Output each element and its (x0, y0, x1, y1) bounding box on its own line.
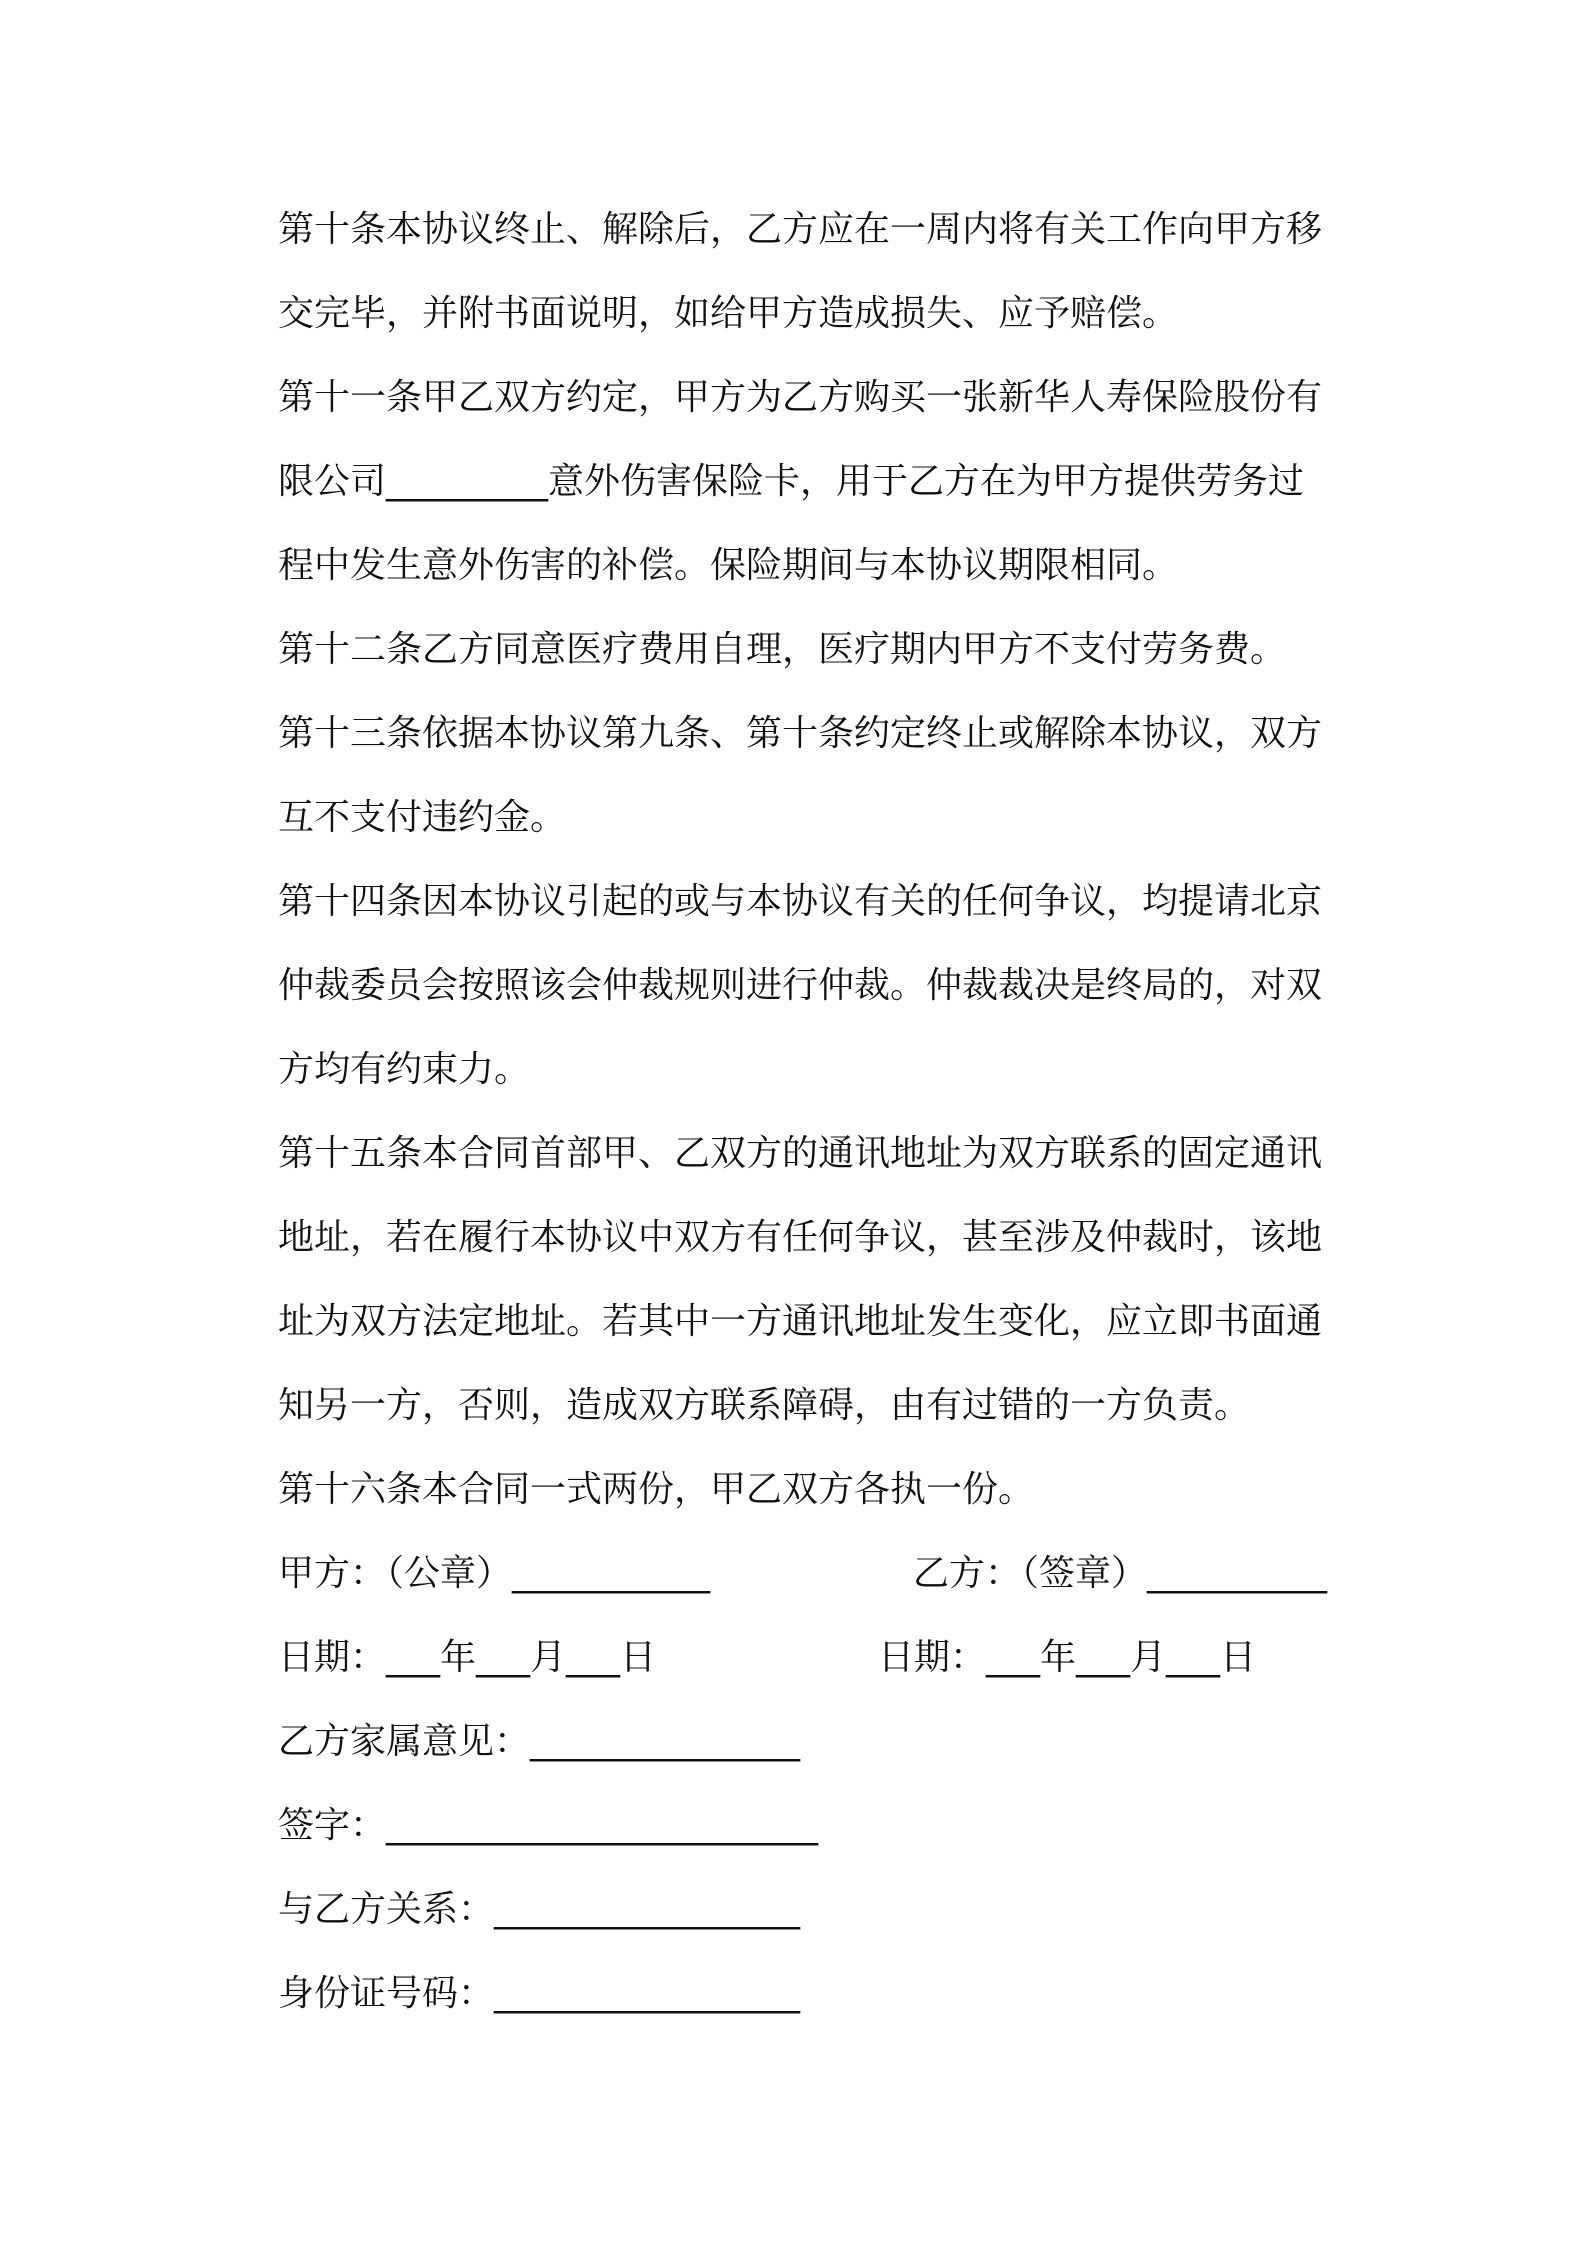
clause-12-line-1: 第十二条乙方同意医疗费用自理，医疗期内甲方不支付劳务费。 (278, 629, 1287, 670)
clause-10-line-2: 交完毕，并附书面说明，如给甲方造成损失、应予赔偿。 (278, 293, 1179, 334)
clause-14-line-2: 仲裁委员会按照该会仲裁规则进行仲裁。仲裁裁决是终局的，对双 (278, 965, 1323, 1006)
sign-field: 签字：________________________ (278, 1805, 819, 1846)
party-a-date-field: 日期：___年___月___日 (278, 1637, 657, 1678)
clause-14-line-1: 第十四条因本协议引起的或与本协议有关的任何争议，均提请北京 (278, 881, 1323, 922)
clause-15-line-4: 知另一方，否则，造成双方联系障碍，由有过错的一方负责。 (278, 1385, 1251, 1426)
family-opinion-field: 乙方家属意见：_______________ (278, 1721, 801, 1762)
date-row (278, 1626, 1353, 1710)
clause-16-line-1: 第十六条本合同一式两份，甲乙双方各执一份。 (278, 1469, 1035, 1510)
clause-11-line-2: 限公司_________意外伤害保险卡，用于乙方在为甲方提供劳务过 (278, 461, 1305, 502)
clause-13-line-1: 第十三条依据本协议第九条、第十条约定终止或解除本协议，双方 (278, 713, 1323, 754)
clause-10-line-1: 第十条本协议终止、解除后，乙方应在一周内将有关工作向甲方移 (278, 209, 1323, 250)
party-b-date-field: 日期：___年___月___日 (878, 1637, 1257, 1678)
contract-body (278, 198, 1353, 2046)
clause-11-line-1: 第十一条甲乙双方约定，甲方为乙方购买一张新华人寿保险股份有 (278, 377, 1323, 418)
relation-field: 与乙方关系：_________________ (278, 1889, 801, 1930)
clause-15-line-3: 址为双方法定地址。若其中一方通讯地址发生变化，应立即书面通 (278, 1301, 1323, 1342)
party-signature-row (278, 1542, 1353, 1626)
clause-14-line-3: 方均有约束力。 (278, 1049, 531, 1090)
clause-11-line-3: 程中发生意外伤害的补偿。保险期间与本协议期限相同。 (278, 545, 1179, 586)
party-b-seal-field: 乙方：（签章）__________ (913, 1553, 1328, 1594)
clause-13-line-2: 互不支付违约金。 (278, 797, 567, 838)
id-number-field: 身份证号码：_________________ (278, 1973, 801, 2014)
party-a-seal-field: 甲方：（公章）___________ (278, 1553, 711, 1594)
clause-15-line-2: 地址，若在履行本协议中双方有任何争议，甚至涉及仲裁时，该地 (278, 1217, 1323, 1258)
clause-15-line-1: 第十五条本合同首部甲、乙双方的通讯地址为双方联系的固定通讯 (278, 1133, 1323, 1174)
